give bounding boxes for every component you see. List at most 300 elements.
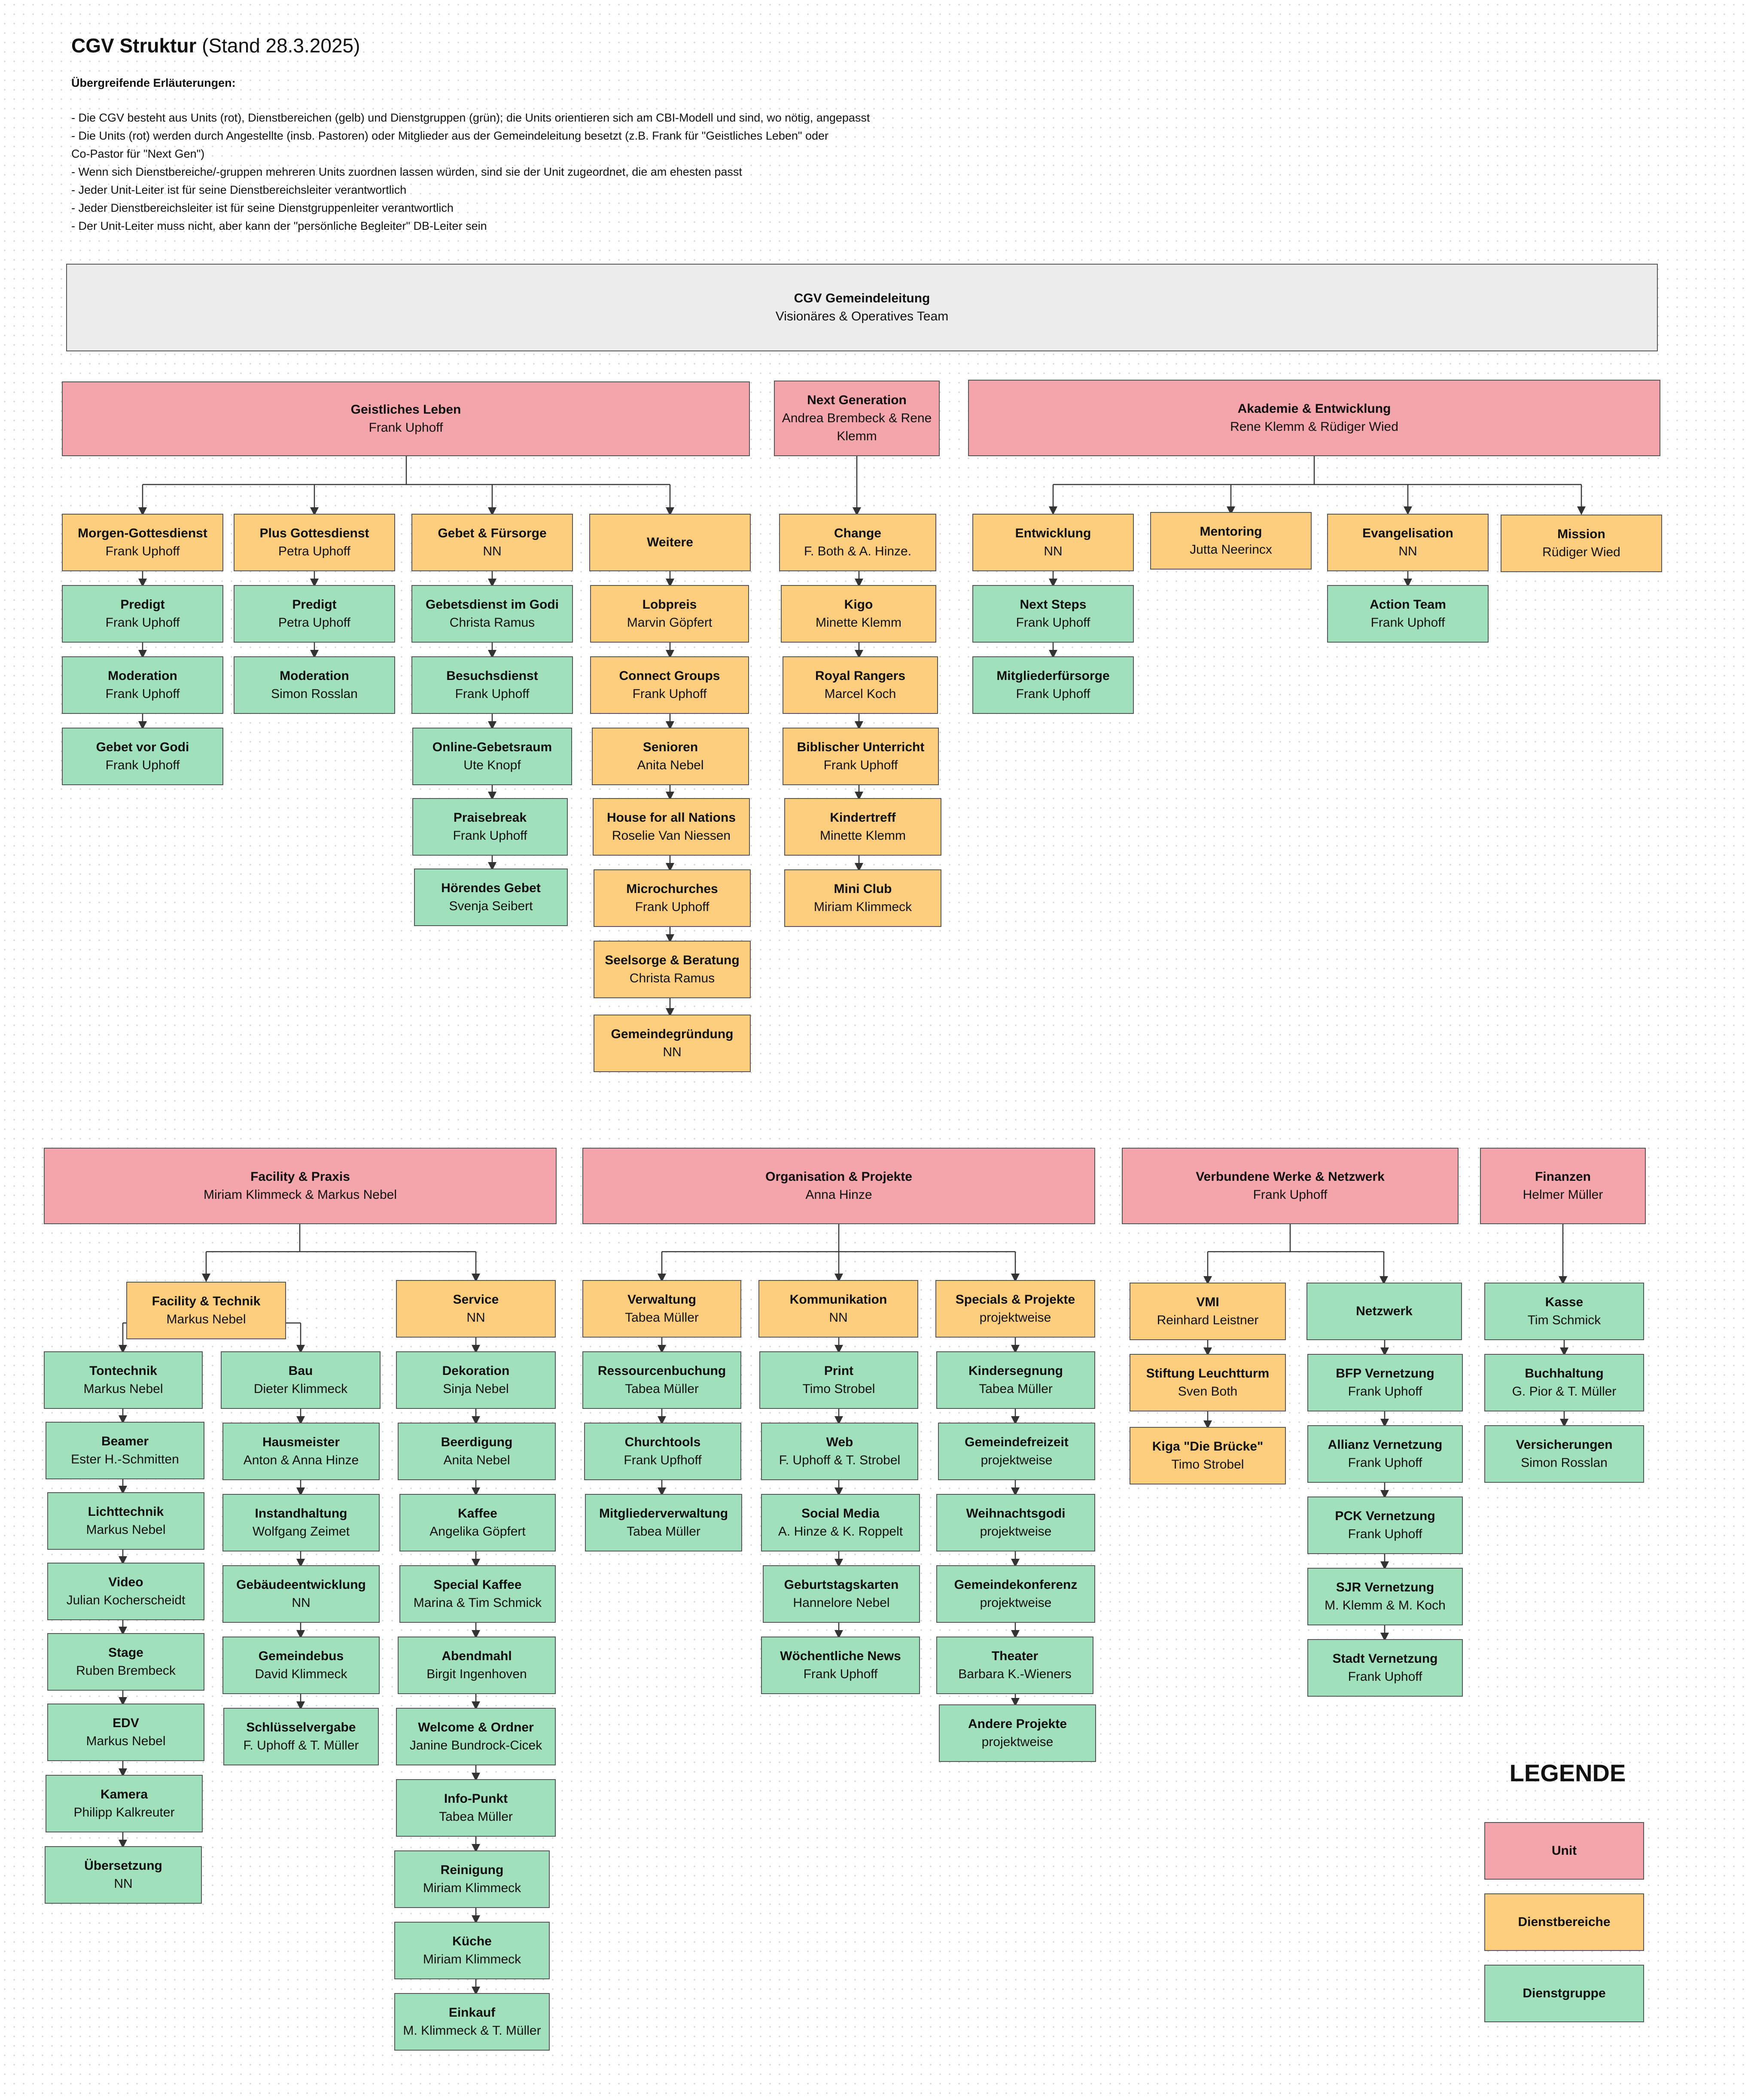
box-title: Welcome & Ordner	[418, 1720, 534, 1734]
box-subtitle: Hannelore Nebel	[793, 1596, 890, 1610]
bereich-biblischer-unterricht	[783, 728, 939, 785]
gruppe-video	[47, 1563, 204, 1620]
box-subtitle: Barbara K.-Wieners	[958, 1667, 1072, 1681]
bereich-gemeindegruendung	[594, 1015, 751, 1072]
bereich-evangelisation	[1327, 514, 1489, 571]
box-title: Praisebreak	[453, 811, 527, 825]
box-subtitle: Reinhard Leistner	[1157, 1313, 1259, 1327]
box-title: Gebäudeentwicklung	[236, 1578, 366, 1592]
box-title: Facility & Technik	[152, 1294, 261, 1308]
gruppe-besuchsdienst	[411, 656, 573, 714]
gruppe-stage	[47, 1633, 204, 1691]
box-subtitle: Frank Uphoff	[1016, 687, 1090, 701]
bereich-seelsorge-beratung	[594, 941, 751, 998]
box-subtitle: Frank Uphoff	[105, 687, 180, 701]
box-title: Change	[834, 526, 881, 540]
box-subtitle: Helmer Müller	[1523, 1188, 1603, 1202]
box-subtitle: Frank Uphoff	[803, 1667, 878, 1681]
box-subtitle: Marina & Tim Schmick	[413, 1596, 542, 1610]
box-subtitle: Frank Uphoff	[455, 687, 530, 701]
box-subtitle: Frank Uphoff	[635, 900, 710, 914]
box-title: Ressourcenbuchung	[597, 1364, 726, 1378]
bereich-vmi	[1130, 1283, 1286, 1340]
box-subtitle: NN	[292, 1596, 311, 1610]
legend-title: LEGENDE	[1509, 1759, 1626, 1786]
box-subtitle: Timo Strobel	[802, 1382, 875, 1396]
gruppe-mitgliederfuersorge	[972, 656, 1134, 714]
bereich-gebet-fuersorge	[411, 514, 573, 571]
box-subtitle: Petra Uphoff	[278, 616, 350, 630]
gruppe-einkauf	[394, 1993, 550, 2051]
box-title: Seelsorge & Beratung	[605, 953, 740, 967]
box-title: Versicherungen	[1516, 1438, 1613, 1452]
box-subtitle: Dieter Klimmeck	[253, 1382, 348, 1396]
bereich-change	[779, 514, 936, 571]
legend-unit	[1484, 1822, 1644, 1880]
box-subtitle: NN	[1398, 544, 1417, 558]
legend-dienstbereiche	[1484, 1893, 1644, 1951]
box-title: Instandhaltung	[255, 1506, 347, 1521]
bereich-facility-technik	[126, 1282, 286, 1339]
box-subtitle: Tabea Müller	[625, 1382, 699, 1396]
box-subtitle: M. Klimmeck & T. Müller	[403, 2024, 541, 2038]
gruppe-hoerendes-gebet	[414, 869, 568, 926]
box-subtitle: Frank Uphoff	[1370, 616, 1445, 630]
box-title: Einkauf	[448, 2006, 496, 2020]
gruppe-gebaeudeentwicklung	[222, 1565, 380, 1623]
gruppe-buchhaltung	[1484, 1354, 1644, 1411]
bereich-morgen-gottesdienst	[62, 514, 223, 571]
box-title: Stiftung Leuchtturm	[1146, 1366, 1270, 1381]
box-subtitle: M. Klemm & M. Koch	[1325, 1598, 1446, 1612]
gruppe-kamera	[46, 1775, 203, 1832]
box-title: Besuchsdienst	[446, 669, 538, 683]
box-title: Evangelisation	[1362, 526, 1453, 540]
unit-finanzen	[1480, 1148, 1646, 1224]
note-line: - Wenn sich Dienstbereiche/-gruppen mehreren Units zuordnen lassen würden, sind sie der Unit zugeordnet, die am ehesten passt	[71, 165, 742, 178]
gruppe-moderation	[62, 656, 223, 714]
gruppe-dekoration	[396, 1351, 556, 1409]
gruppe-gebet-vor-godi	[62, 728, 223, 785]
box-subtitle: Janine Bundrock-Cicek	[409, 1738, 542, 1753]
box-subtitle: Frank Uphoff	[632, 687, 707, 701]
box-title: Web	[826, 1435, 853, 1449]
box-subtitle: Frank Uphoff	[1016, 616, 1090, 630]
gruppe-action-team	[1327, 585, 1489, 643]
box-subtitle: Markus Nebel	[83, 1382, 163, 1396]
gruppe-instandhaltung	[222, 1494, 380, 1551]
box-subtitle: Ute Knopf	[463, 758, 521, 772]
box-subtitle: A. Hinze & K. Roppelt	[778, 1524, 903, 1539]
box-title: House for all Nations	[606, 811, 736, 825]
box-subtitle: Simon Rosslan	[271, 687, 358, 701]
gruppe-gemeindefreizeit	[938, 1423, 1095, 1480]
gruppe-print	[759, 1351, 918, 1409]
box-title: Kaffee	[458, 1506, 497, 1521]
box-title: Tontechnik	[89, 1364, 157, 1378]
gruppe-andere-projekte	[939, 1704, 1096, 1762]
box-title: Action Team	[1370, 597, 1446, 612]
bereich-royal-rangers	[783, 656, 938, 714]
box-title: CGV Gemeindeleitung	[794, 291, 930, 305]
box-subtitle: Christa Ramus	[629, 971, 715, 985]
note-line: - Jeder Dienstbereichsleiter ist für seine Dienstgruppenleiter verantwortlich	[71, 201, 454, 214]
box-title: Finanzen	[1535, 1170, 1591, 1184]
box-subtitle: F. Uphoff & T. Strobel	[779, 1453, 901, 1467]
bereich-kindertreff	[784, 798, 941, 856]
bereich-mission	[1501, 515, 1662, 572]
box-subtitle: Markus Nebel	[86, 1523, 166, 1537]
gruppe-kueche	[394, 1922, 550, 1979]
box-subtitle: Roselie Van Niessen	[612, 829, 731, 843]
box-subtitle: F. Both & A. Hinze.	[804, 544, 912, 558]
box-subtitle: projektweise	[981, 1453, 1053, 1467]
box-title: Print	[824, 1364, 854, 1378]
box-subtitle: Frank Uphoff	[1348, 1527, 1422, 1541]
box-title: Online-Gebetsraum	[432, 740, 552, 754]
box-subtitle: NN	[1044, 544, 1063, 558]
box-title: Schlüsselvergabe	[246, 1720, 356, 1734]
notes-list	[71, 109, 870, 235]
box-title: Verbundene Werke & Netzwerk	[1196, 1170, 1385, 1184]
box-subtitle: Ruben Brembeck	[76, 1664, 176, 1678]
box-title: PCK Vernetzung	[1335, 1509, 1435, 1523]
gruppe-kaffee	[399, 1494, 556, 1551]
box-title: Service	[453, 1292, 499, 1307]
gruppe-predigt	[62, 585, 223, 643]
box-title: Übersetzung	[84, 1859, 162, 1873]
box-title: Weitere	[647, 535, 693, 549]
box-title: Senioren	[643, 740, 698, 754]
box-subtitle: Birgit Ingenhoven	[426, 1667, 527, 1681]
box-title: Kindertreff	[830, 811, 896, 825]
gruppe-pck-vernetzung	[1307, 1497, 1463, 1554]
note-line: - Jeder Unit-Leiter ist für seine Dienstbereichsleiter verantwortlich	[71, 183, 407, 196]
box-subtitle: Anita Nebel	[637, 758, 704, 772]
gruppe-mitgliederverwaltung	[585, 1494, 742, 1551]
box-title: Next Steps	[1020, 597, 1087, 612]
gruppe-beamer	[46, 1422, 204, 1479]
gruppe-edv	[47, 1704, 204, 1761]
box-subtitle: Miriam Klimmeck	[813, 900, 912, 914]
box-title: Info-Punkt	[444, 1792, 508, 1806]
gruppe-uebersetzung	[45, 1846, 202, 1904]
box-title: Gemeindebus	[258, 1649, 344, 1663]
bereich-microchurches	[594, 869, 751, 927]
gruppe-web	[761, 1423, 918, 1480]
box-subtitle: Jutta Neerincx	[1190, 543, 1272, 557]
box-subtitle: Visionäres & Operatives Team	[775, 309, 949, 323]
box-subtitle: Frank Uphoff	[105, 616, 180, 630]
box-subtitle: Svenja Seibert	[449, 899, 533, 913]
gruppe-ressourcenbuchung	[582, 1351, 741, 1409]
box-title: Akademie & Entwicklung	[1237, 402, 1391, 416]
box-subtitle: projektweise	[980, 1524, 1052, 1539]
gruppe-hausmeister	[222, 1423, 380, 1480]
box-title: EDV	[113, 1716, 139, 1730]
box-subtitle: Angelika Göpfert	[429, 1524, 526, 1539]
bereich-kigo	[781, 585, 936, 643]
box-title: Gebet vor Godi	[96, 740, 189, 754]
box-subtitle: NN	[483, 544, 502, 558]
gruppe-gebetsdienst-im-godi	[411, 585, 573, 643]
box-subtitle: Christa Ramus	[449, 616, 535, 630]
bereich-kiga-die-bruecke	[1130, 1427, 1286, 1484]
box-title: Special Kaffee	[433, 1578, 522, 1592]
gruppe-bau	[221, 1351, 381, 1409]
box-subtitle: Frank Uphoff	[1348, 1384, 1422, 1399]
box-title: Beamer	[101, 1434, 149, 1448]
box-title: BFP Vernetzung	[1336, 1366, 1434, 1381]
bereich-specials-projekte	[935, 1280, 1095, 1338]
box-subtitle: Sinja Nebel	[443, 1382, 509, 1396]
box-title: Mini Club	[834, 882, 892, 896]
gruppe-weihnachtsgodi	[936, 1494, 1095, 1551]
bereich-plus-gottesdienst	[234, 514, 395, 571]
box-title: Entwicklung	[1015, 526, 1091, 540]
box-subtitle: projektweise	[979, 1311, 1051, 1325]
box-title: Buchhaltung	[1525, 1366, 1604, 1381]
box-title: Next Generation	[807, 393, 907, 407]
box-title: Royal Rangers	[815, 669, 906, 683]
box-subtitle: Ester H.-Schmitten	[71, 1452, 179, 1466]
gruppe-info-punkt	[396, 1779, 556, 1837]
box-title: Social Media	[801, 1506, 880, 1521]
box-title: Video	[108, 1575, 143, 1589]
bereich-mini-club	[784, 869, 941, 927]
unit-facility-praxis	[44, 1148, 557, 1224]
box-title: Connect Groups	[619, 669, 720, 683]
box-title: Kamera	[100, 1787, 148, 1801]
box-subtitle: Marcel Koch	[824, 687, 896, 701]
box-title: Kommunikation	[789, 1292, 887, 1307]
box-title: Predigt	[120, 597, 165, 612]
box-title: Andere Projekte	[968, 1717, 1067, 1731]
box-subtitle: Tabea Müller	[627, 1524, 700, 1539]
box-title: Wöchentliche News	[780, 1649, 901, 1663]
bereich-entwicklung	[972, 514, 1134, 571]
gruppe-moderation	[234, 656, 395, 714]
bereich-weitere	[589, 514, 751, 571]
box-subtitle: Minette Klemm	[819, 829, 906, 843]
box-title: Kindersegnung	[968, 1364, 1063, 1378]
gruppe-praisebreak	[412, 798, 568, 856]
gruppe-social-media	[761, 1494, 920, 1551]
box-title: Hörendes Gebet	[441, 881, 541, 895]
gruppe-sjr-vernetzung	[1307, 1568, 1463, 1625]
box-subtitle: Miriam Klimmeck	[423, 1881, 521, 1895]
box-title: SJR Vernetzung	[1336, 1580, 1434, 1594]
bereich-lobpreis	[590, 585, 749, 643]
notes-heading: Übergreifende Erläuterungen:	[71, 76, 236, 89]
box-subtitle: NN	[466, 1311, 485, 1325]
box-subtitle: Frank Uphoff	[368, 421, 443, 435]
box-title: Predigt	[292, 597, 337, 612]
gruppe-welcome-ordner	[396, 1708, 556, 1765]
box-title: Netzwerk	[1356, 1304, 1413, 1318]
box-subtitle: Markus Nebel	[166, 1312, 246, 1326]
box-subtitle: Julian Kocherscheidt	[66, 1593, 186, 1607]
gruppe-gemeindebus	[222, 1637, 380, 1694]
box-title: Küche	[452, 1934, 492, 1948]
box-title: Moderation	[108, 669, 177, 683]
gemeindeleitung-box	[66, 264, 1658, 351]
box-title: Mitgliederfürsorge	[996, 669, 1110, 683]
box-title: Kasse	[1545, 1295, 1584, 1309]
box-subtitle: Frank Uphoff	[105, 544, 180, 558]
bereich-service	[396, 1280, 556, 1338]
box-title: Kiga "Die Brücke"	[1152, 1439, 1264, 1454]
box-subtitle: Tabea Müller	[439, 1810, 513, 1824]
gruppe-tontechnik	[44, 1351, 203, 1409]
box-subtitle: projektweise	[981, 1735, 1054, 1749]
bereich-verwaltung	[582, 1280, 741, 1338]
box-title: Mitgliederverwaltung	[599, 1506, 728, 1521]
box-title: Lobpreis	[642, 597, 697, 612]
box-subtitle: Tabea Müller	[625, 1311, 699, 1325]
gruppe-schluesselvergabe	[223, 1708, 379, 1765]
box-subtitle: Petra Uphoff	[278, 544, 350, 558]
box-title: Moderation	[280, 669, 349, 683]
bereich-kommunikation	[758, 1280, 918, 1338]
legend-label: Dienstgruppe	[1523, 1986, 1606, 2000]
box-subtitle: Miriam Klimmeck & Markus Nebel	[203, 1188, 397, 1202]
gruppe-beerdigung	[398, 1423, 556, 1480]
page-title: CGV Struktur (Stand 28.3.2025)	[71, 34, 360, 57]
gruppe-online-gebetsraum	[412, 728, 572, 785]
box-title: Weihnachtsgodi	[966, 1506, 1066, 1521]
gruppe-abendmahl	[398, 1637, 556, 1694]
box-title: Theater	[991, 1649, 1038, 1663]
box-subtitle: Rene Klemm & Rüdiger Wied	[1230, 420, 1398, 434]
box-subtitle: Anita Nebel	[443, 1453, 510, 1467]
box-title: Specials & Projekte	[955, 1292, 1075, 1307]
gruppe-next-steps	[972, 585, 1134, 643]
gruppe-churchtools	[584, 1423, 741, 1480]
unit-verbundene-werke	[1122, 1148, 1459, 1224]
box-subtitle: David Klimmeck	[255, 1667, 347, 1681]
box-title: Gemeindekonferenz	[954, 1578, 1078, 1592]
gruppe-woechentliche-news	[761, 1637, 920, 1694]
box-title: Stadt Vernetzung	[1332, 1652, 1438, 1666]
box-subtitle: NN	[114, 1877, 133, 1891]
unit-organisation-projekte	[582, 1148, 1095, 1224]
box-subtitle: Marvin Göpfert	[627, 616, 713, 630]
box-subtitle: projektweise	[980, 1596, 1052, 1610]
bereich-house-for-all-nations	[593, 798, 750, 856]
unit-next-generation	[774, 381, 940, 456]
box-title: Reinigung	[440, 1863, 504, 1877]
gruppe-netzwerk	[1306, 1283, 1462, 1340]
gruppe-kindersegnung	[936, 1351, 1095, 1409]
box-subtitle: Miriam Klimmeck	[423, 1952, 521, 1966]
box-title: Allianz Vernetzung	[1328, 1438, 1443, 1452]
gruppe-reinigung	[394, 1850, 550, 1908]
box-subtitle: Rüdiger Wied	[1542, 545, 1620, 559]
gruppe-geburtstagskarten	[763, 1565, 920, 1623]
box-subtitle: Tabea Müller	[979, 1382, 1053, 1396]
box-subtitle: Frank Upfhoff	[624, 1453, 702, 1467]
box-title: Abendmahl	[442, 1649, 512, 1663]
gruppe-predigt	[234, 585, 395, 643]
box-subtitle: NN	[829, 1311, 848, 1325]
box-subtitle: NN	[663, 1045, 682, 1059]
box-title: Morgen-Gottesdienst	[78, 526, 207, 540]
gruppe-theater	[936, 1637, 1093, 1694]
box-subtitle: Klemm	[837, 429, 877, 443]
bereich-mentoring	[1150, 512, 1312, 570]
box-title: Kigo	[844, 597, 873, 612]
box-title: Mentoring	[1200, 524, 1262, 539]
box-subtitle: Timo Strobel	[1171, 1457, 1244, 1472]
box-subtitle: F. Uphoff & T. Müller	[243, 1738, 359, 1753]
box-subtitle: Sven Both	[1178, 1384, 1238, 1399]
box-subtitle: Frank Uphoff	[453, 829, 527, 843]
bereich-senioren	[592, 728, 749, 785]
box-subtitle: Andrea Brembeck & Rene	[782, 411, 932, 425]
box-subtitle: Minette Klemm	[815, 616, 902, 630]
box-subtitle: G. Pior & T. Müller	[1512, 1384, 1617, 1399]
note-line: - Der Unit-Leiter muss nicht, aber kann der "persönliche Begleiter" DB-Leiter sein	[71, 219, 487, 232]
box-title: Gebet & Fürsorge	[438, 526, 547, 540]
box-title: Plus Gottesdienst	[259, 526, 369, 540]
box-subtitle: Markus Nebel	[86, 1734, 166, 1748]
gruppe-kasse	[1484, 1283, 1644, 1340]
box-title: Microchurches	[626, 882, 718, 896]
box-title: Dekoration	[442, 1364, 510, 1378]
box-subtitle: Simon Rosslan	[1521, 1456, 1608, 1470]
box-title: Hausmeister	[262, 1435, 340, 1449]
bereich-stiftung-leuchtturm	[1130, 1354, 1286, 1411]
note-line: - Die Units (rot) werden durch Angestellte (insb. Pastoren) oder Mitglieder aus der Gemeindeleitung besetzt (z.B. Frank für "Geistliches Leben" oder	[71, 129, 829, 142]
bereich-connect-groups	[590, 656, 749, 714]
box-title: Beerdigung	[441, 1435, 513, 1449]
box-title: Geistliches Leben	[350, 402, 461, 417]
unit-akademie-entwicklung	[968, 380, 1660, 456]
note-line: - Die CGV besteht aus Units (rot), Dienstbereichen (gelb) und Dienstgruppen (grün); die Units orientieren sich am CBI-Modell und sind, wo nötig, angepasst	[71, 111, 870, 124]
gruppe-allianz-vernetzung	[1307, 1425, 1463, 1483]
legend-label: Unit	[1551, 1844, 1577, 1858]
unit-geistliches-leben	[62, 381, 750, 456]
header	[71, 32, 870, 235]
box-title: Stage	[108, 1646, 143, 1660]
box-subtitle: Frank Uphoff	[1253, 1188, 1328, 1202]
box-title: Mission	[1557, 527, 1605, 541]
box-subtitle: Frank Uphoff	[823, 758, 898, 772]
legend-label: Dienstbereiche	[1518, 1915, 1611, 1929]
box-subtitle: Frank Uphoff	[1348, 1456, 1422, 1470]
gruppe-stadt-vernetzung	[1307, 1639, 1463, 1697]
gruppe-bfp-vernetzung	[1307, 1354, 1463, 1411]
box-subtitle: Anton & Anna Hinze	[243, 1453, 359, 1467]
box-subtitle: Frank Uphoff	[105, 758, 180, 772]
box-title: Verwaltung	[627, 1292, 697, 1307]
gruppe-versicherungen	[1484, 1425, 1644, 1483]
box-title: Bau	[288, 1364, 313, 1378]
box-title: Biblischer Unterricht	[797, 740, 925, 754]
box-title: Gebetsdienst im Godi	[425, 597, 559, 612]
gruppe-special-kaffee	[399, 1565, 556, 1623]
box-subtitle: Philipp Kalkreuter	[73, 1805, 175, 1820]
gruppe-lichttechnik	[47, 1492, 204, 1550]
legend-dienstgruppe	[1484, 1965, 1644, 2022]
box-title: Gemeindegründung	[611, 1027, 734, 1041]
box-title: Gemeindefreizeit	[965, 1435, 1069, 1449]
note-line: Co-Pastor für "Next Gen")	[71, 147, 205, 160]
box-title: Lichttechnik	[88, 1505, 164, 1519]
box-title: Organisation & Projekte	[765, 1170, 912, 1184]
box-subtitle: Frank Uphoff	[1348, 1670, 1422, 1684]
